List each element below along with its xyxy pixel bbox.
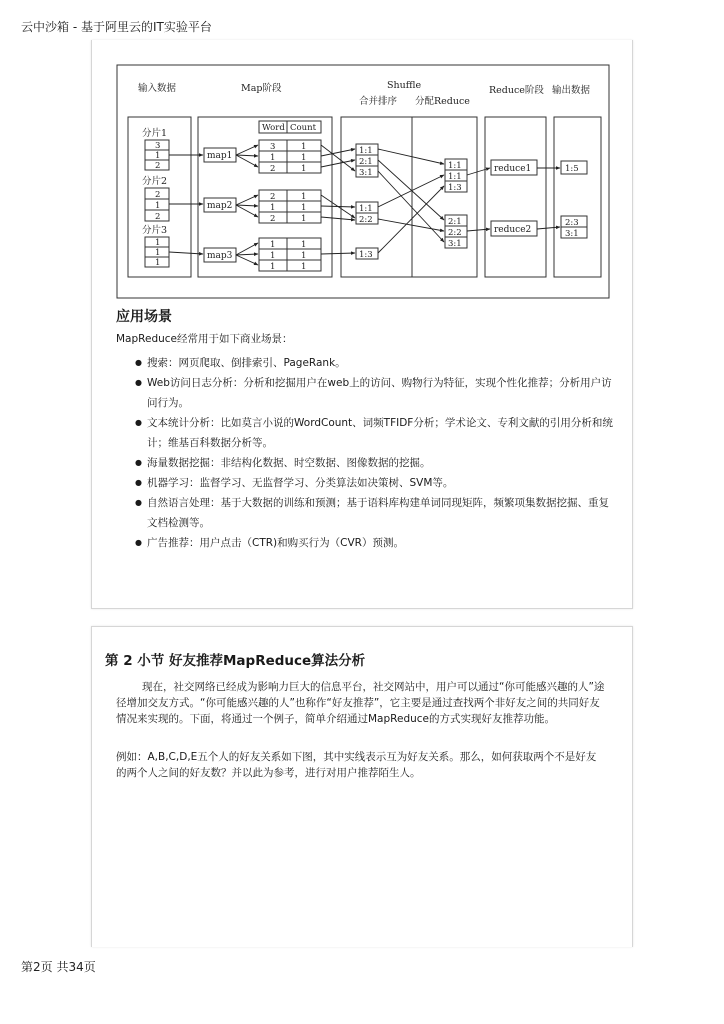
stage-label-map: Map阶段 [241,83,282,94]
split-label: 分片3 [142,225,168,236]
svg-text:1: 1 [301,240,307,250]
svg-text:reduce1: reduce1 [494,164,532,174]
merge-group-2 [356,202,378,225]
map-output-1 [259,140,321,174]
svg-text:3: 3 [270,142,276,152]
svg-text:1: 1 [155,258,161,268]
svg-text:2: 2 [155,190,161,200]
split-label: 分片2 [142,176,168,187]
output-2 [561,216,587,239]
applications-list [116,353,616,553]
stage-label-reduce: Reduce阶段 [489,85,544,96]
section-heading-friend-recommendation: 第 2 小节 好友推荐MapReduce算法分析 [105,653,366,669]
svg-text:1: 1 [301,142,307,152]
reduce-task [491,221,537,236]
merge-group-3 [356,248,378,260]
svg-text:1:1: 1:1 [448,172,462,182]
map-task [204,198,236,212]
stage-label-distribute: 分配Reduce [415,96,470,107]
svg-text:Word: Word [262,123,285,133]
svg-text:reduce2: reduce2 [494,225,532,235]
svg-text:1:3: 1:3 [359,250,373,260]
stage-label-merge-sort: 合并排序 [359,96,398,107]
split-2-cells [145,188,169,222]
output-1 [561,161,587,174]
svg-text:1: 1 [155,151,161,161]
svg-text:1: 1 [270,153,276,163]
reduce-input-2 [445,215,467,249]
applications-intro: MapReduce经常用于如下商业场景： [116,333,293,345]
map-output-2 [259,190,321,224]
svg-text:2:2: 2:2 [359,215,373,225]
svg-text:1: 1 [301,192,307,202]
svg-text:2: 2 [155,161,161,171]
svg-text:2: 2 [270,192,276,202]
svg-text:2: 2 [270,214,276,224]
page-indicator: 第2页 共34页 [21,960,96,974]
svg-text:1: 1 [270,251,276,261]
mapreduce-flow-diagram [116,64,610,300]
map-output-3 [259,238,321,272]
svg-text:Count: Count [290,123,316,133]
svg-text:map1: map1 [207,151,233,161]
list-item: ● 广告推荐：用户点击（CTR)和购买行为（CVR）预测。 [116,533,616,553]
paragraph-example: 例如：A,B,C,D,E五个人的好友关系如下图，其中实线表示互为好友关系。那么，如何获取两个不是好友的两个人之间的好友数？并以此为参考，进行对用户推荐陌生人。 [116,751,597,779]
list-item: ● 机器学习：监督学习、无监督学习、分类算法如决策树、SVM等。 [116,473,616,493]
svg-text:3:1: 3:1 [565,229,579,239]
list-item: ● 自然语言处理：基于大数据的训练和预测；基于语料库构建单词同现矩阵，频繁项集数据挖掘、重复文档检测等。 [116,493,616,533]
list-item: ● 搜索：网页爬取、倒排索引、PageRank。 [116,353,616,373]
list-item: ● Web访问日志分析：分析和挖掘用户在web上的访问、购物行为特征，实现个性化推荐；分析用户访问行为。 [116,373,616,413]
svg-text:1:1: 1:1 [359,204,373,214]
list-item: ● 文本统计分析：比如莫言小说的WordCount、词频TFIDF分析；学术论文、专利文献的引用分析和统计；维基百科数据分析等。 [116,413,616,453]
svg-text:1: 1 [270,240,276,250]
svg-text:1:1: 1:1 [359,146,373,156]
svg-text:1: 1 [301,164,307,174]
reduce-input-1 [445,159,467,193]
stage-label-shuffle: Shuffle [387,80,422,91]
reduce-task [491,160,537,175]
content-panel-1 [91,40,633,609]
svg-text:2:2: 2:2 [448,228,462,238]
site-title: 云中沙箱 - 基于阿里云的IT实验平台 [21,20,212,34]
split-3-cells [145,237,169,268]
svg-text:map2: map2 [207,201,233,211]
stage-label-input: 输入数据 [138,83,177,94]
svg-text:2:1: 2:1 [359,157,373,167]
svg-text:1: 1 [270,203,276,213]
merge-group-1 [356,144,378,178]
svg-text:1:3: 1:3 [448,183,462,193]
svg-text:1: 1 [301,262,307,272]
svg-text:map3: map3 [207,251,233,261]
svg-text:2:3: 2:3 [565,218,579,228]
svg-text:1: 1 [301,203,307,213]
svg-text:3:1: 3:1 [448,239,462,249]
svg-text:2: 2 [155,212,161,222]
map-task [204,148,236,162]
section-heading-applications: 应用场景 [116,309,172,325]
map-task [204,248,236,262]
svg-text:1: 1 [301,153,307,163]
svg-text:1: 1 [270,262,276,272]
svg-text:1: 1 [301,214,307,224]
svg-text:2:1: 2:1 [448,217,462,227]
svg-text:1: 1 [155,201,161,211]
svg-text:1: 1 [155,248,161,258]
svg-text:1: 1 [301,251,307,261]
svg-text:2: 2 [270,164,276,174]
list-item: ● 海量数据挖掘：非结构化数据、时空数据、图像数据的挖掘。 [116,453,616,473]
svg-text:1:1: 1:1 [448,161,462,171]
split-label: 分片1 [142,128,168,139]
svg-text:3:1: 3:1 [359,168,373,178]
stage-label-output: 输出数据 [552,85,591,96]
split-1-cells [145,140,169,171]
content-panel-2 [91,626,633,947]
svg-text:1: 1 [155,238,161,248]
svg-text:1:5: 1:5 [565,164,579,174]
paragraph-intro: 现在，社交网络已经成为影响力巨大的信息平台，社交网站中，用户可以通过“你可能感兴趣的人”途径增加交友方式。“你可能感兴趣的人”也称作“好友推荐”，它主要是通过查找两个非好友之间的共同好友情况来实现的。下面，将通过一个例子，简单介绍通过MapReduce的方式实现好友推荐功能。 [116,681,605,725]
kv-header [259,121,321,133]
svg-text:3: 3 [155,141,161,151]
